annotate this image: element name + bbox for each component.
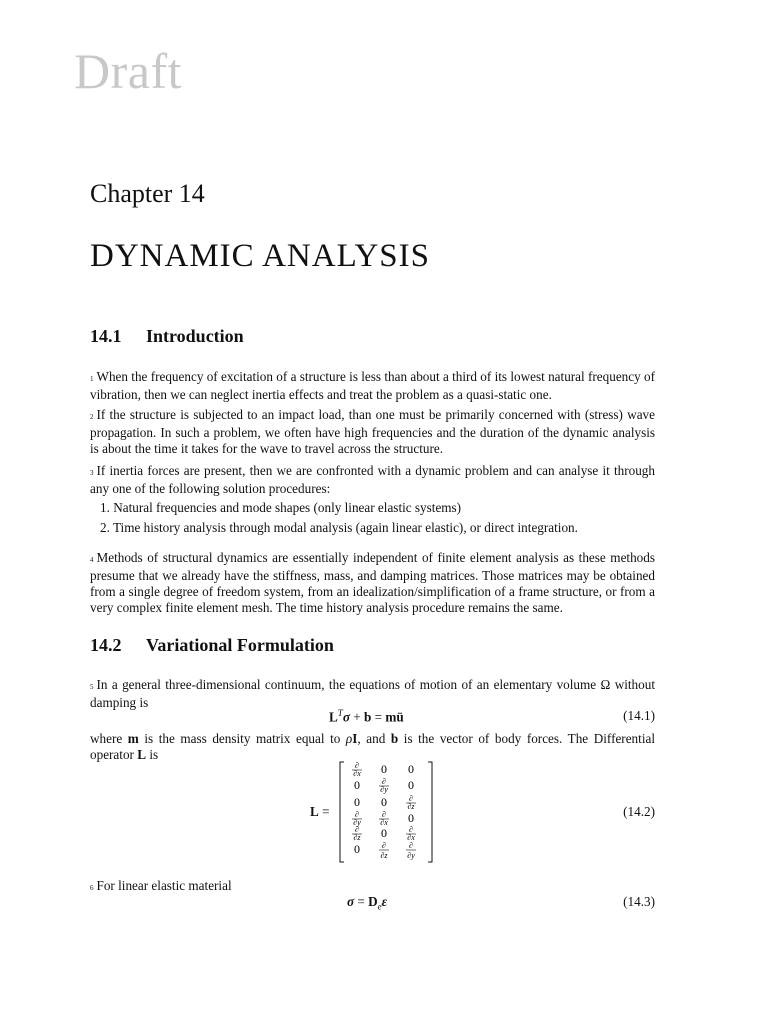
section-title: Introduction — [146, 326, 244, 346]
draft-watermark: Draft — [74, 43, 182, 99]
where-text — [90, 731, 655, 763]
paragraph-text: Methods of structural dynamics are essentially independent of finite element analysis as these methods presume that we already have the stiffness, mass, and damping matrices. Those matrices may be obtained from a single degree of freedom system, from an idealization/simplification of a frame structure, or from a very complex finite element mesh. The time history analysis procedure remains the same. — [90, 550, 655, 615]
paragraph-text: If the structure is subjected to an impact load, than one must be primarily concerned with (stress) wave propagation. In such a problem, we often have high frequencies and the duration of the dynamic analysis is about the time it takes for the wave to travel across the structure. — [90, 407, 655, 456]
svg-text:∂: ∂ — [382, 841, 386, 850]
svg-text:0: 0 — [354, 795, 360, 809]
symbol-m: m — [127, 731, 139, 746]
section-number: 14.1 — [90, 326, 122, 346]
svg-text:∂: ∂ — [409, 794, 413, 803]
svg-text:0: 0 — [408, 778, 414, 792]
symbol-L: L — [137, 747, 147, 762]
section-title: Variational Formulation — [146, 635, 334, 655]
symbol-b: b — [390, 731, 399, 746]
equation-number: (14.2) — [623, 804, 655, 819]
paragraph-text: For linear elastic material — [96, 878, 232, 893]
paragraph-text: If inertia forces are present, then we are confronted with a dynamic problem and can analyse it through any one of the following solution procedures: — [90, 463, 655, 496]
svg-text:0: 0 — [381, 826, 387, 840]
svg-text:0: 0 — [354, 842, 360, 856]
paragraph-5 — [90, 677, 655, 711]
differential-operator-matrix — [336, 760, 436, 864]
svg-text:0: 0 — [381, 795, 387, 809]
svg-text:0: 0 — [381, 762, 387, 776]
svg-text:∂: ∂ — [382, 810, 386, 819]
paragraph-number: 6 — [90, 884, 94, 892]
svg-text:∂z: ∂z — [407, 802, 415, 811]
svg-text:∂x: ∂x — [353, 769, 361, 778]
svg-text:∂z: ∂z — [380, 851, 388, 860]
svg-text:∂x: ∂x — [380, 818, 388, 827]
svg-text:∂y: ∂y — [353, 818, 361, 827]
section-number: 14.2 — [90, 635, 122, 655]
svg-text:∂z: ∂z — [353, 833, 361, 842]
symbol-rho: ρ — [345, 731, 353, 746]
solution-procedure-list — [100, 498, 578, 538]
section-heading-variational-formulation — [90, 635, 334, 656]
section-heading-introduction — [90, 326, 244, 347]
paragraph-number: 3 — [90, 469, 94, 477]
text-fragment: is — [146, 747, 159, 762]
paragraph-text: When the frequency of excitation of a structure is less than about a third of its lowest natural frequency of vibration, then we can neglect inertia effects and treat the problem as a quasi-static one. — [90, 369, 655, 402]
equation-number: (14.3) — [623, 894, 655, 909]
paragraph-number: 2 — [90, 413, 94, 421]
list-item: 1. Natural frequencies and mode shapes (only linear elastic systems) — [100, 500, 462, 515]
svg-text:0: 0 — [408, 811, 414, 825]
list-item: 2. Time history analysis through modal analysis (again linear elastic), or direct integration. — [100, 520, 578, 535]
svg-text:0: 0 — [408, 762, 414, 776]
paragraph-2 — [90, 407, 655, 457]
svg-text:∂x: ∂x — [407, 833, 415, 842]
svg-text:∂y: ∂y — [407, 851, 415, 860]
equation-number: (14.1) — [623, 708, 655, 723]
svg-text:∂: ∂ — [355, 825, 359, 834]
paragraph-1 — [90, 369, 655, 403]
paragraph-3 — [90, 463, 655, 497]
paragraph-number: 4 — [90, 556, 94, 564]
text-fragment: is the vector of body forces. The Differential operator — [90, 731, 655, 762]
text-fragment: , and — [357, 731, 391, 746]
paragraph-4 — [90, 550, 655, 616]
symbol-I: I — [352, 731, 358, 746]
svg-text:∂: ∂ — [355, 761, 359, 770]
equation-body: $L^T\sigma + b$ = mü — [329, 708, 404, 725]
svg-text:∂: ∂ — [409, 825, 413, 834]
paragraph-number: 5 — [90, 683, 94, 691]
chapter-label: Chapter 14 — [90, 179, 205, 208]
svg-text:∂: ∂ — [382, 777, 386, 786]
svg-text:∂y: ∂y — [380, 785, 388, 794]
chapter-title: DYNAMIC ANALYSIS — [90, 238, 430, 274]
paragraph-text: In a general three-dimensional continuum, the equations of motion of an elementary volume Ω without damping is — [90, 677, 655, 710]
svg-text:∂: ∂ — [409, 841, 413, 850]
text-fragment: where — [90, 731, 128, 746]
equation-14-3 — [90, 894, 655, 912]
equation-lhs: L = — [310, 804, 330, 819]
equation-body: $\sigma = D_e\varepsilon$ — [347, 894, 388, 912]
equation-14-2 — [90, 760, 655, 864]
svg-text:0: 0 — [354, 778, 360, 792]
paragraph-number: 1 — [90, 375, 94, 383]
text-fragment: is the mass density matrix equal to — [138, 731, 346, 746]
svg-text:∂: ∂ — [355, 810, 359, 819]
equation-14-1 — [90, 708, 655, 726]
